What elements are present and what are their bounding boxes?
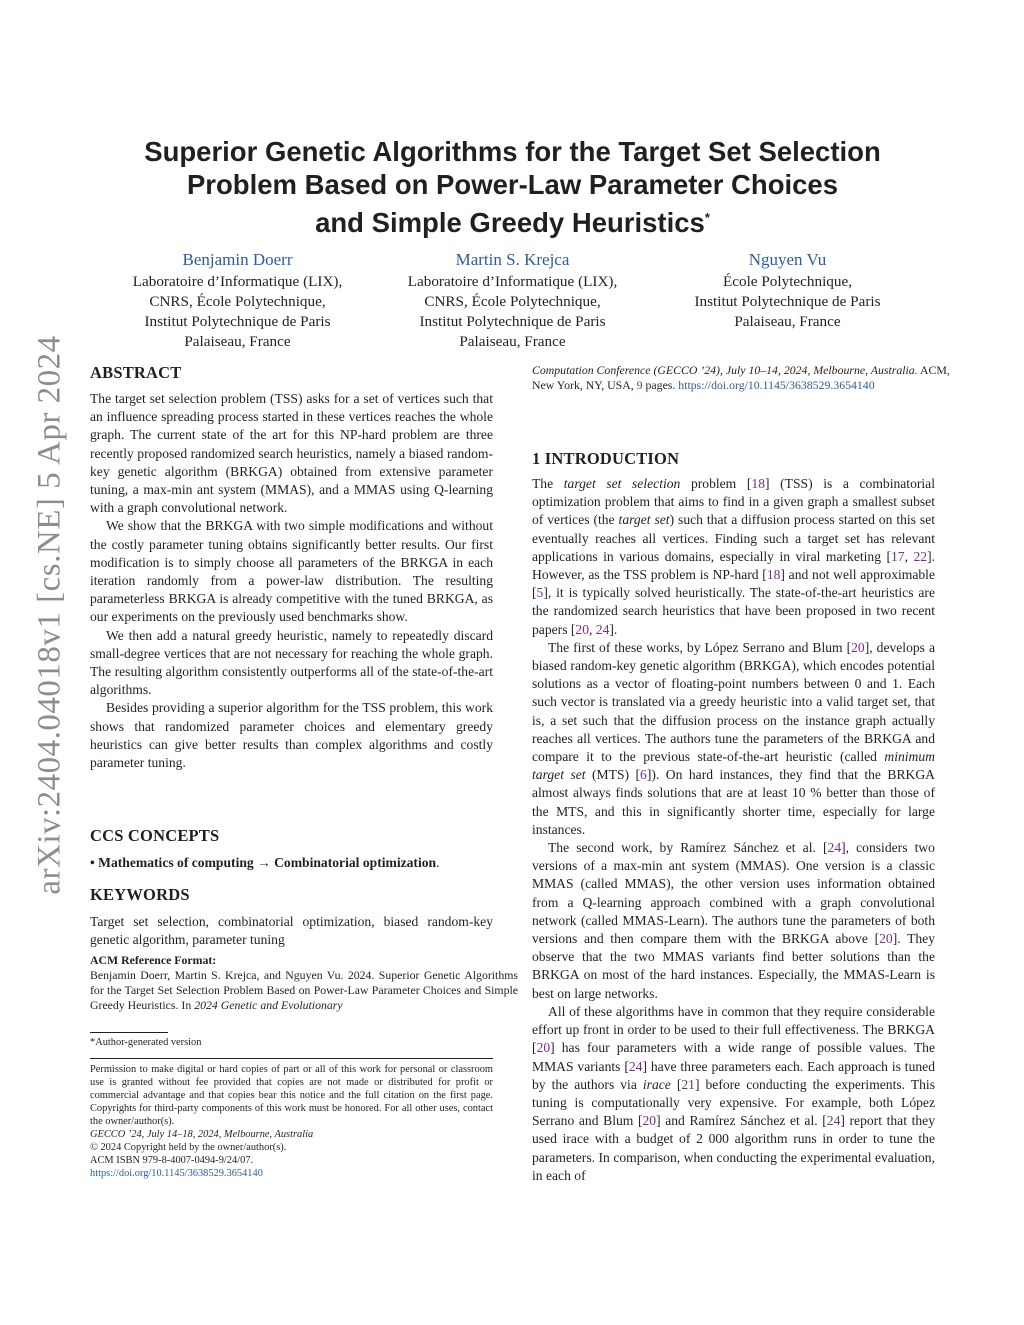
conference-line: GECCO ’24, July 14–18, 2024, Melbourne, Australia bbox=[90, 1129, 314, 1140]
author-affiliation-line: Institut Polytechnique de Paris bbox=[144, 313, 331, 330]
citation-link[interactable]: 20 bbox=[851, 639, 865, 655]
citation-link[interactable]: 20 bbox=[879, 931, 893, 947]
author-affiliation-line: Palaiseau, France bbox=[734, 313, 841, 330]
citation-link[interactable]: 22 bbox=[913, 548, 928, 564]
abstract-heading: ABSTRACT bbox=[90, 363, 182, 382]
isbn-line: ACM ISBN 979-8-4007-0494-9/24/07. bbox=[90, 1155, 254, 1166]
title-footnote-mark: * bbox=[704, 210, 710, 225]
acm-reference-text bbox=[90, 968, 518, 1013]
author-affiliation-line: Palaiseau, France bbox=[184, 333, 291, 350]
permission-text: Permission to make digital or hard copies of part or all of this work for personal or classroom use is granted without fee provided that copies are not made or distributed for profit or commercial advantage and that copies bear this notice and the full citation on the first page. Copyrights for third-party components of this work must be honored. For all other uses, contact the owner/author(s). bbox=[90, 1064, 493, 1127]
author-affiliation-line: Laboratoire d’Informatique (LIX), bbox=[407, 273, 618, 290]
ccs-period: . bbox=[436, 855, 440, 870]
citation-link[interactable]: 17 bbox=[891, 548, 905, 564]
citation-link[interactable]: 18 bbox=[751, 476, 765, 491]
author-name[interactable]: Nguyen Vu bbox=[748, 250, 827, 269]
page-count-link[interactable]: 9 bbox=[636, 378, 643, 392]
intro-paragraph-1: The target set selection problem [18] (TSS) is a combinatorial optimization problem that aims to find in a given graph a smallest subset of vertices (the target set) such that a diffusion process started on this set eventually reaches all vertices. Finding such a target set has relevant applications in various domains, especially in viral marketing [17, 22]. However, as the TSS problem is NP-hard [18] and not well approximable [5], it is typically solved heuristically. The state-of-the-art heuristics are the randomized search heuristics that have been proposed in two recent papers [20, 24]. bbox=[532, 476, 936, 637]
doi-link[interactable]: https://doi.org/10.1145/3638529.3654140 bbox=[90, 1168, 263, 1179]
intro-paragraph-4: All of these algorithms have in common that they require considerable effort up front in order to be used to their full effectiveness. The BRKGA [20] has four parameters with a wide range of possible values. The MMAS variants [24] have three parameters each. Each approach is tuned by the authors via irace [21] before conducting the experiments. This tuning is computationally very expensive. For example, both López Serrano and Blum [20] and Ramírez Sánchez et al. [24] report that they used irace with a budget of 2 000 algorithm runs in order to tune the parameters. In comparison, when conducting the experimental evaluation, in each of bbox=[532, 1003, 935, 1183]
acm-reference-publisher: ACM, New York, NY, USA, bbox=[532, 363, 950, 392]
author-affiliation-line: École Polytechnique, bbox=[722, 273, 853, 290]
copyright-line: © 2024 Copyright held by the owner/author(s). bbox=[90, 1142, 287, 1153]
keywords-heading: KEYWORDS bbox=[90, 885, 190, 904]
author-affiliation-line: CNRS, École Polytechnique, bbox=[424, 293, 601, 310]
author-affiliation-line: Institut Polytechnique de Paris bbox=[694, 293, 881, 310]
citation-link[interactable]: 20 bbox=[642, 1113, 657, 1129]
abstract-paragraph: We show that the BRKGA with two simple modifications and without the costly parameter tuning obtains significantly better results. Our first modification is to simply choose all parameters of the BRKGA in each iteration randomly from a power-law distribution. The resulting parameterless BRKGA is already competitive with the tuned BRKGA, as our experiments on the previously used benchmarks show. bbox=[90, 518, 493, 625]
author-block-2 bbox=[385, 248, 640, 352]
author-name[interactable]: Martin S. Krejca bbox=[455, 250, 570, 269]
title-line-1: Superior Genetic Algorithms for the Target Set Selection bbox=[144, 136, 881, 167]
introduction-section bbox=[532, 449, 935, 1185]
keywords-section bbox=[90, 885, 493, 949]
citation-link[interactable]: 18 bbox=[766, 567, 781, 583]
acm-reference-continued bbox=[532, 363, 972, 393]
acm-reference-heading: ACM Reference Format: bbox=[90, 953, 217, 967]
author-block-1 bbox=[110, 248, 365, 352]
acm-reference-venue-cont: Computation Conference (GECCO ’24), July 10–14, 2024, Melbourne, Australia. bbox=[532, 363, 918, 377]
acm-reference-continued-text bbox=[532, 363, 972, 393]
title-line-2: Problem Based on Power-Law Parameter Choices bbox=[186, 169, 839, 200]
footnote: *Author-generated version bbox=[90, 1037, 202, 1048]
intro-paragraph-2: The first of these works, by López Serrano and Blum [20], develops a biased random-key genetic algorithm (BRKGA), which encodes potential solutions as a vector of floating-point numbers between 0 and 1. Each such vector is translated via a greedy heuristic into a valid target set, that is, a set such that the diffusion process on the instance graph actually reaches all vertices. The authors tune the parameters of the BRKGA and compare it to the previous state-of-the-art heuristic (called minimum target set (MTS) [6]). On hard instances, they find that the BRKGA almost always finds solutions that are at least 10 % better than those of the MTS, and this in significantly shorter time, especially for large instances. bbox=[532, 639, 935, 837]
abstract-section bbox=[90, 363, 493, 772]
citation-link[interactable]: 24 bbox=[628, 1058, 643, 1074]
ccs-heading: CCS CONCEPTS bbox=[90, 826, 220, 845]
author-affiliation-line: Institut Polytechnique de Paris bbox=[419, 313, 606, 330]
acm-reference-venue: 2024 Genetic and Evolutionary bbox=[194, 998, 343, 1012]
citation-link[interactable]: 20 bbox=[536, 1040, 551, 1056]
citation-link[interactable]: 24 bbox=[827, 840, 842, 856]
abstract-paragraph: The target set selection problem (TSS) asks for a set of vertices such that an influence spreading process started in these vertices reaches the whole graph. The current state of the art for this NP-hard problem are three recently proposed randomized search heuristics, namely a biased random-key genetic algorithm (BRKGA) obtained from extensive parameter tuning, a max-min ant system (MMAS), and a MMAS using Q-learning with a graph convolutional network. bbox=[90, 391, 493, 516]
citation-link[interactable]: 20 bbox=[575, 621, 589, 637]
citation-link[interactable]: 24 bbox=[826, 1113, 841, 1129]
ccs-concept-text: • Mathematics of computing → Combinatorial optimization bbox=[90, 855, 437, 870]
paper-title bbox=[110, 135, 915, 239]
citation-link[interactable]: 5 bbox=[536, 585, 544, 601]
author-affiliation-line: Laboratoire d’Informatique (LIX), bbox=[132, 273, 343, 290]
acm-reference bbox=[90, 953, 518, 1013]
author-affiliation-line: CNRS, École Polytechnique, bbox=[149, 293, 326, 310]
arxiv-identifier: arXiv:2404.04018v1 [cs.NE] 5 Apr 2024 bbox=[31, 335, 68, 895]
arxiv-stamp bbox=[20, 330, 80, 900]
acm-doi-link[interactable]: https://doi.org/10.1145/3638529.3654140 bbox=[678, 378, 875, 392]
footnote-rule bbox=[90, 1032, 168, 1033]
title-line-3-text: and Simple Greedy Heuristics bbox=[315, 207, 705, 239]
author-affiliation-line: Palaiseau, France bbox=[459, 333, 566, 350]
permission-rule bbox=[90, 1058, 493, 1059]
title-line-3 bbox=[110, 201, 915, 239]
introduction-heading: 1 INTRODUCTION bbox=[532, 449, 680, 468]
citation-link[interactable]: 24 bbox=[595, 621, 610, 637]
abstract-paragraph: Besides providing a superior algorithm for the TSS problem, this work shows that randomized parameter choices and elementary greedy heuristics can give better results than complex algorithms and costly parameter tuning. bbox=[90, 700, 493, 771]
author-block-3 bbox=[670, 248, 905, 332]
permission-block bbox=[90, 1063, 493, 1180]
ccs-section bbox=[90, 826, 493, 872]
pages-label: pages. bbox=[645, 378, 676, 392]
acm-reference-body: Benjamin Doerr, Martin S. Krejca, and Nguyen Vu. 2024. Superior Genetic Algorithms for the Target Set Selection Problem Based on Power-Law Parameter Choices and Simple Greedy Heuristics. In bbox=[90, 968, 518, 1012]
ccs-concept bbox=[90, 854, 493, 872]
keywords-text: Target set selection, combinatorial optimization, biased random-key genetic algorithm, parameter tuning bbox=[90, 914, 493, 948]
citation-link[interactable]: 6 bbox=[640, 767, 647, 783]
abstract-paragraph: We then add a natural greedy heuristic, namely to repeatedly discard small-degree vertices that are not necessary for reaching the whole graph. The resulting algorithm consistently outperforms all of the state-of-the-art algorithms. bbox=[90, 627, 493, 698]
citation-link[interactable]: 21 bbox=[681, 1076, 695, 1092]
author-name[interactable]: Benjamin Doerr bbox=[182, 250, 293, 269]
intro-paragraph-3: The second work, by Ramírez Sánchez et al. [24], considers two versions of a max-min ant system (MMAS). One version is a classic MMAS (called MMAS), the other version uses information obtained from a Q-learning approach combined with a graph convolutional network (called MMAS-Learn). The authors tune the parameters of both versions and then compare them with the BRKGA above [20]. They observe that the two MMAS variants find better solutions than the BRKGA on most of the hard instances. Especially, the MMAS-Learn is best on large networks. bbox=[532, 840, 936, 1001]
